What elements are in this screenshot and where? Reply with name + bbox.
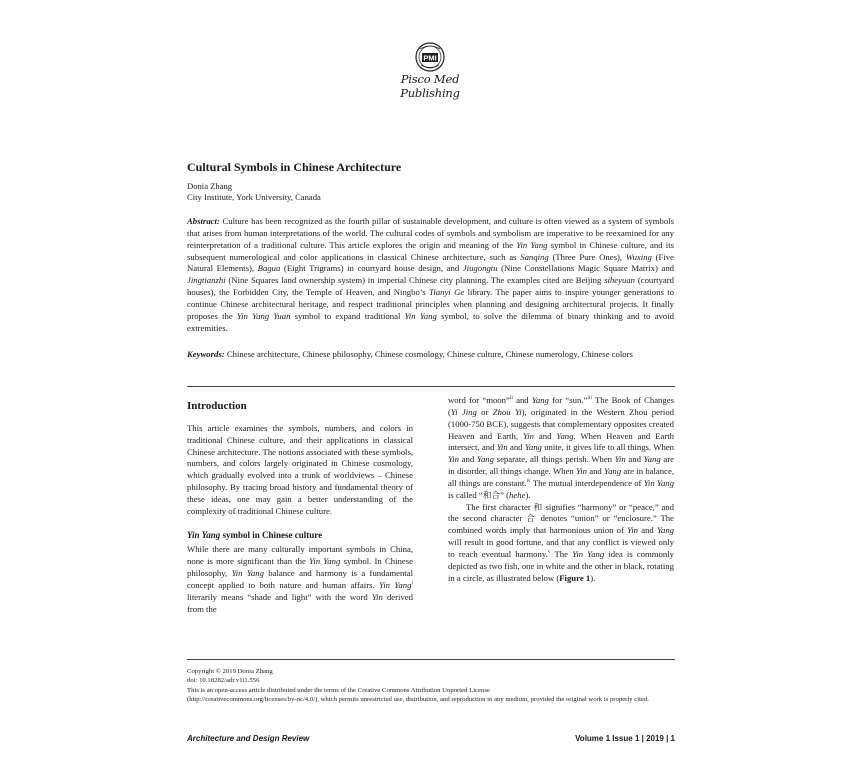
yinyang-subheading (187, 530, 413, 542)
body-term: hehe (509, 489, 526, 500)
body-text: separate, all things perish. When (493, 454, 615, 465)
body-text: is called “和合” ( (448, 489, 510, 500)
body-term: Zhou Yi (492, 406, 522, 417)
figure-ref[interactable]: Figure 1 (559, 572, 591, 583)
body-term: Yin Yang (309, 556, 341, 567)
body-text: and (638, 525, 657, 536)
abstract-text: (Five Natural Elements), (187, 251, 674, 274)
body-text: idea is commonly depicted as two fish, one in white and the other in black, rotating in a circle, as illustrated below ( (448, 548, 674, 583)
introduction-heading: Introduction (187, 400, 247, 412)
body-term: Yin (371, 591, 383, 602)
footnote-ref[interactable]: ii (509, 395, 513, 402)
keywords-label: Keywords: (187, 349, 225, 359)
abstract-term: Jiugongtu (462, 263, 498, 274)
keywords-text: Chinese architecture, Chinese philosophy, Chinese cosmology, Chinese culture, Chinese numerology, Chinese colors (224, 349, 633, 359)
body-term: Yin Yang (643, 477, 674, 488)
abstract-text: (courtyard houses), the Forbidden City, the Temple of Heaven, and Ningbo’s (187, 275, 674, 298)
body-text: or (476, 406, 493, 417)
abstract-text: (Eight Trigrams) in courtyard house design, and (280, 263, 463, 274)
body-text: The (550, 548, 573, 559)
body-term: Yang (643, 454, 661, 465)
body-text: ). (525, 489, 531, 500)
abstract-text: (Three Pure Ones), (548, 251, 626, 262)
right-paragraph-2 (448, 502, 674, 585)
publisher-seal-icon (376, 40, 484, 74)
abstract-text: library. The paper aims to inspire younger generations to continue Chinese architectural heritage, and respect traditional principles when planning and designing architectural projects. It finally proposes the (187, 287, 674, 321)
body-term: Yin (496, 442, 508, 453)
body-text: and (533, 430, 557, 441)
author-name: Donia Zhang (187, 181, 233, 191)
body-text: and (512, 395, 532, 405)
publisher-name: Pisco Med Publishing (400, 72, 460, 100)
author-block (187, 181, 321, 203)
abstract-term: Tianyi Ge (429, 287, 465, 298)
abstract-term: Wuxing (625, 251, 652, 262)
right-column (448, 395, 674, 585)
yinyang-paragraph (187, 544, 413, 615)
abstract-text: symbol in Chinese culture, and its subsequent numerological and color applications in classical Chinese architecture, such as (187, 239, 674, 262)
body-text: While there are many culturally important symbols in China, none is more significant than the (187, 544, 413, 567)
body-term: Yang (531, 395, 549, 405)
subheading-term: Yin Yang (187, 529, 221, 540)
footnote-ref[interactable]: v (547, 549, 551, 556)
body-term: Yang (656, 525, 675, 536)
logo-initials: PMI (423, 53, 437, 63)
keywords (187, 349, 674, 361)
body-term: Yin Yang (572, 548, 605, 559)
body-text: derived from the (187, 591, 413, 614)
body-text: ). (590, 572, 596, 583)
body-text: balance and harmony is a fundamental concept applied to both nature and human affairs. (187, 568, 413, 590)
footnote-ref[interactable]: i (411, 580, 413, 587)
abstract-term: Yin Yang (404, 310, 437, 321)
introduction-paragraph: This article examines the symbols, numbers, and colors in traditional Chinese culture, and their applications in classical Chinese architecture. The notions associated with these symbols, numbers, and colors largely originated in Chinese cosmology, which gradually evolved into a trunk of worldviews – Chinese philosophy. By tracing broad history and fundamental theory of these ideas, one may gain a better understanding of the complexity of traditional Chinese culture. (187, 422, 413, 516)
abstract-term: Jingtianzhi (187, 275, 226, 286)
body-term: Yang (556, 430, 574, 441)
body-text: for “sun.” (548, 395, 588, 405)
left-column (187, 401, 413, 616)
abstract-term: Yin Yang Yuan (236, 310, 291, 321)
body-text: and (507, 442, 525, 453)
body-text: are in balance, all things are constant. (448, 466, 675, 488)
abstract-text: symbol to expand traditional (290, 310, 405, 321)
body-text: and (458, 454, 477, 465)
body-term: Yin Yang (379, 579, 412, 590)
footer-divider (187, 659, 675, 660)
body-term: Yang (604, 466, 622, 477)
body-term: Yin (627, 525, 639, 536)
body-text: will result in good fortune, and that any conflict is viewed only to reach eventual harmony. (448, 537, 674, 559)
body-text: and (586, 466, 605, 477)
body-text: word for “moon” (448, 395, 510, 405)
abstract-text: symbol, to solve the dilemma of binary thinking and to avoid extremities. (187, 310, 674, 333)
body-text: The Book of Changes ( (448, 395, 674, 417)
body-text: literarily means “shade and light” with the word (187, 591, 372, 602)
abstract-term: Bagua (257, 263, 281, 274)
abstract-text: (Nine Constellations Magic Square Matrix) and (497, 263, 675, 274)
article-title: Cultural Symbols in Chinese Architecture (187, 160, 402, 174)
footnote-ref[interactable]: iii (587, 395, 592, 402)
right-paragraph-1 (448, 395, 674, 502)
journal-name: Architecture and Design Review (187, 734, 310, 743)
body-text: The mutual interdependence of (530, 477, 644, 488)
body-text: and (625, 454, 644, 465)
copyright-footer (187, 667, 677, 705)
footnote-ref[interactable]: iv (526, 478, 531, 485)
body-term: Yang (524, 442, 542, 453)
volume-issue: Volume 1 Issue 1 | 2019 | 1 (575, 734, 675, 743)
abstract (187, 216, 674, 334)
abstract-text: Culture has been recognized as the fourth pillar of sustainable development, and culture is often viewed as a system of symbols that arises from human interpretations of the world. The cultural codes of symbols and symbolism are imperative to be reexamined for any reinterpretation of a traditional culture. This article explores the origin and meaning of the (187, 216, 674, 250)
body-text: symbol. In Chinese philosophy, (187, 556, 413, 579)
body-term: Yang (476, 454, 494, 465)
body-term: Yin (522, 430, 534, 441)
journal-footer (187, 734, 675, 743)
abstract-label: Abstract: (187, 216, 220, 226)
license-line: This is an open-access article distributed under the terms of the Creative Commons Attribution Unported License (187, 686, 490, 694)
license-url-line[interactable]: (http://creativecommons.org/licenses/by-nc/4.0/), which permits unrestricted use, distribution, and reproduction in any medium, provided the original work is properly cited. (187, 696, 649, 704)
abstract-text: (Nine Squares land ownership system) in imperial Chinese city planning. The examples cited are Beijing (225, 275, 605, 286)
body-term: Yin (614, 454, 626, 465)
body-text: . When Heaven and Earth intersect, and (448, 430, 674, 453)
doi-line[interactable]: doi: 10.18282/adr.v1i1.556 (187, 677, 260, 685)
body-term: Yin (448, 454, 459, 465)
body-text: The first character 和 signifies “harmony” or “peace,” and the second character 合 denotes “union” or “enclosure.” The combined words imply that harmonious union of (448, 501, 674, 536)
top-divider (187, 386, 675, 387)
abstract-term: siheyuan (604, 275, 636, 286)
body-text: ), originated in the Western Zhou period (1000-750 BCE), suggests that complementary opposites created Heaven and Earth, (448, 406, 675, 441)
publisher-logo (376, 40, 484, 100)
body-text: are in disorder, all things change. When (448, 454, 675, 477)
abstract-term: Yin Yang (516, 239, 548, 250)
body-term: Yi Jing (450, 406, 477, 417)
body-term: Yin Yang (231, 568, 264, 579)
author-affiliation: City Institute, York University, Canada (187, 192, 321, 202)
body-term: Yin (575, 466, 587, 477)
subheading-text: symbol in Chinese culture (220, 529, 323, 540)
abstract-term: Sanqing (520, 251, 549, 262)
copyright-line: Copyright © 2019 Donia Zhang (187, 668, 273, 675)
body-text: unite, it gives life to all things. When (541, 442, 674, 453)
